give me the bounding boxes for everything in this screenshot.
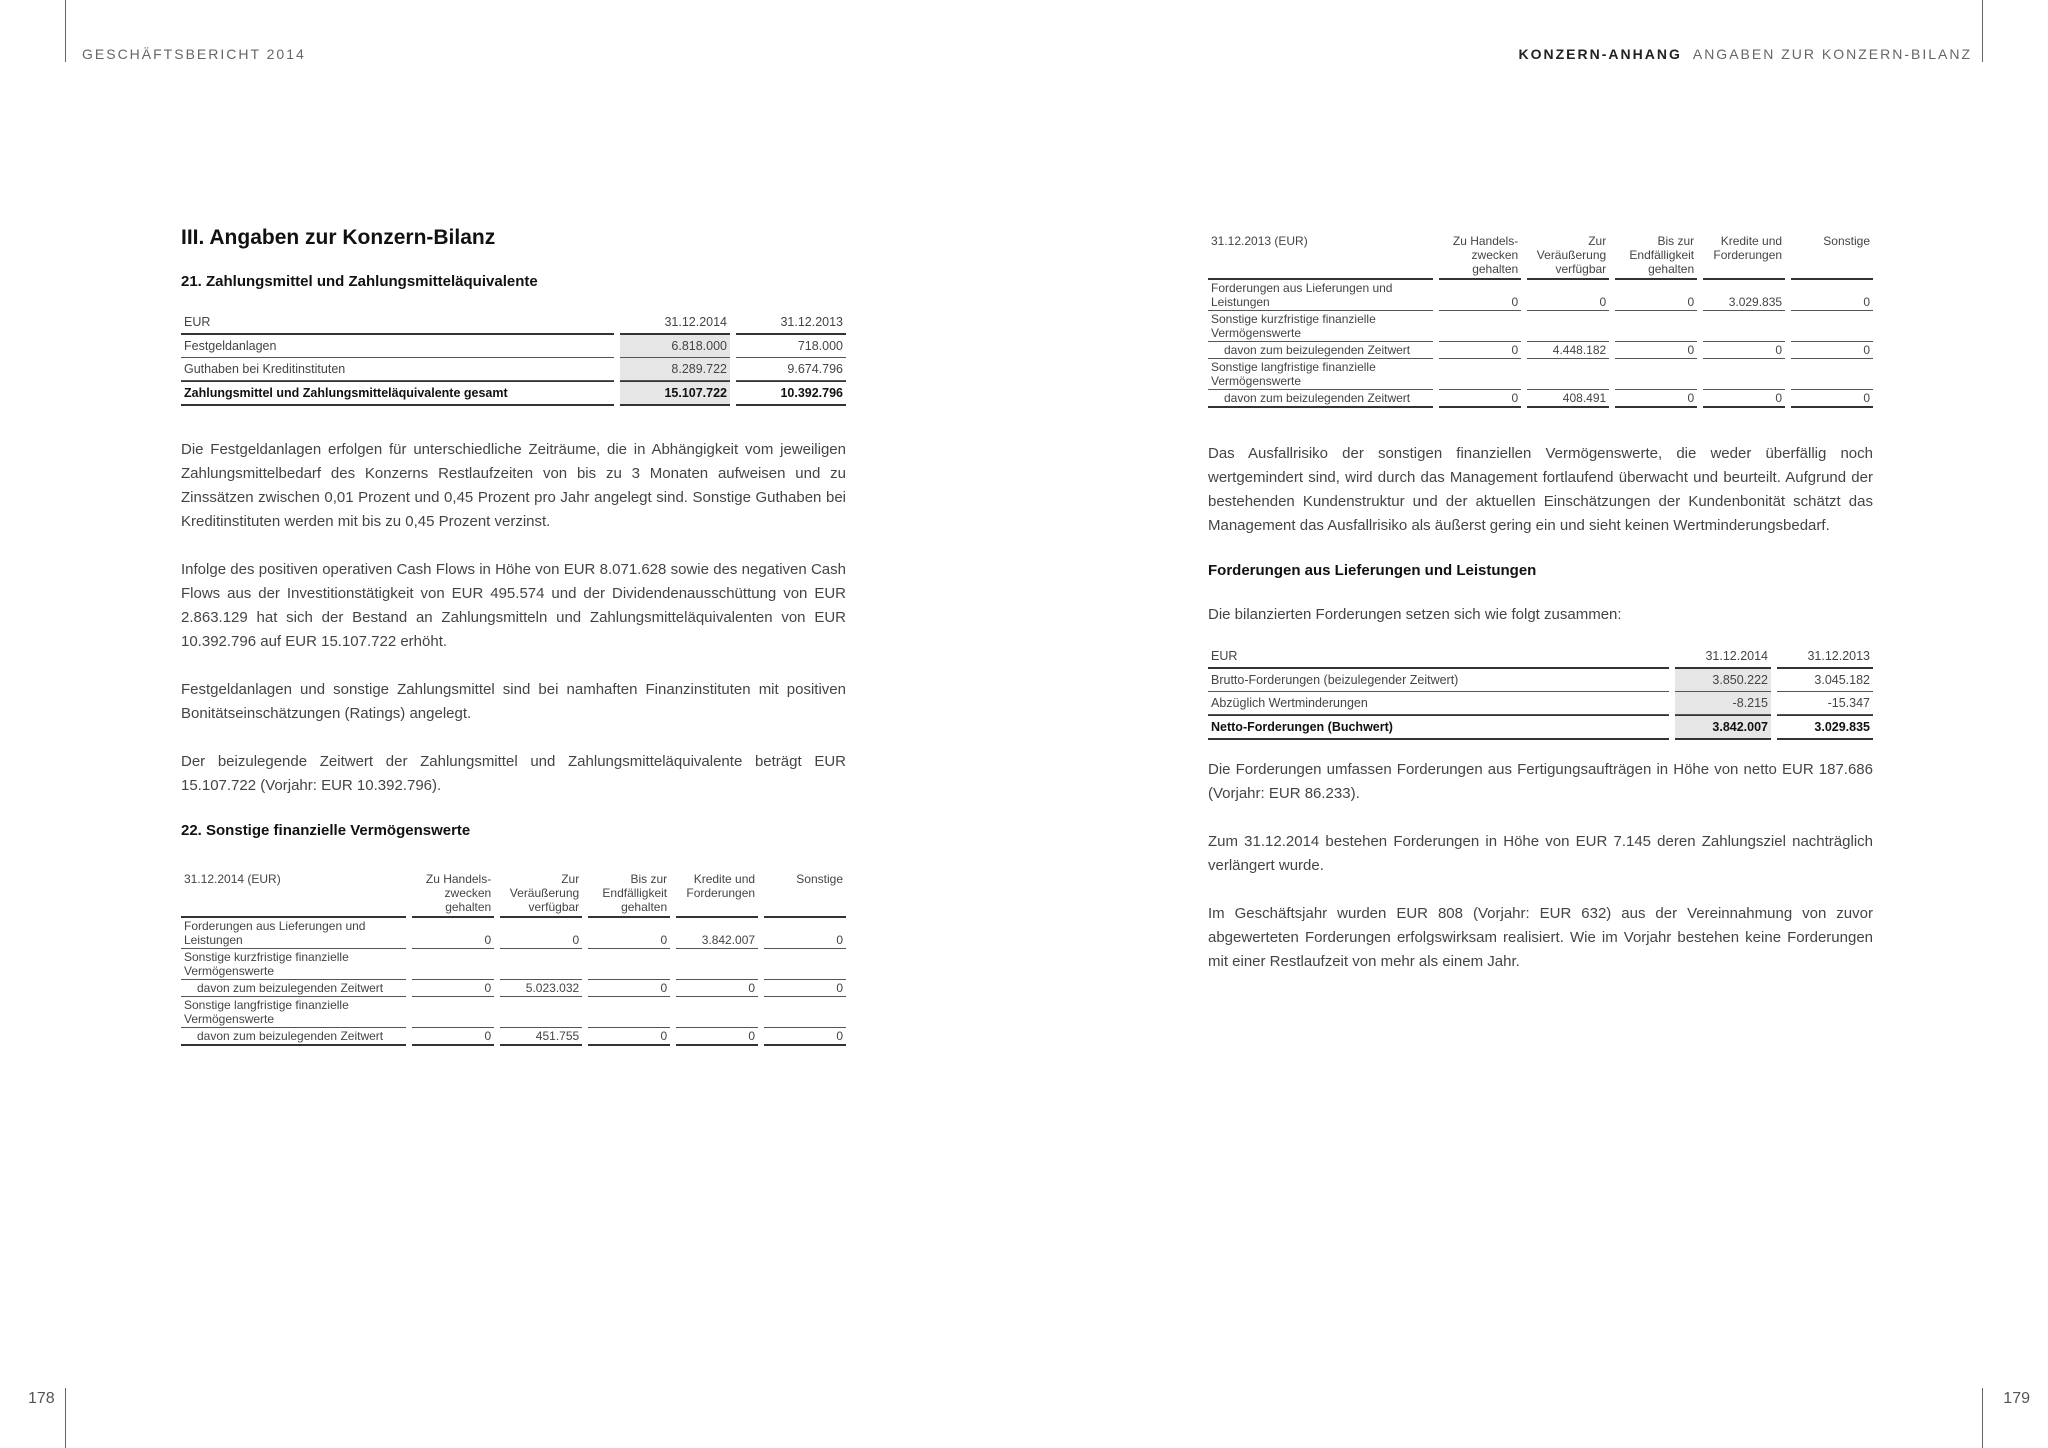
value-cell: 0 xyxy=(588,918,670,949)
paragraph: Im Geschäftsjahr wurden EUR 808 (Vorjahr: EUR 632) aus der Vereinnahmung von zuvor abgewerteten Forderungen erfolgswirksam realisiert. Wie im Vorjahr bestehen keine Forderungen mit einer Restlaufzeit von mehr als einem Jahr. xyxy=(1208,905,1873,970)
value-cell: 0 xyxy=(764,1028,846,1046)
running-header-subsection: ANGABEN ZUR KONZERN-BILANZ xyxy=(1692,46,1972,62)
right-column xyxy=(1208,233,1873,974)
financial-assets-table-2013 xyxy=(1202,233,1879,408)
paragraph: Der beizulegende Zeitwert der Zahlungsmittel und Zahlungsmitteläquivalente beträgt EUR 15.107.722 (Vorjahr: EUR 10.392.796). xyxy=(181,753,846,794)
value-cell: 3.029.835 xyxy=(1777,715,1873,740)
row-label: Forderungen aus Lieferungen und Leistungen xyxy=(1208,280,1433,311)
header-cell: Zu Handels- zwecken gehalten xyxy=(1439,233,1521,280)
value-cell: 3.850.222 xyxy=(1675,669,1771,692)
value-cell: 0 xyxy=(1791,342,1873,359)
value-cell: 9.674.796 xyxy=(736,358,846,381)
value-cell: 4.448.182 xyxy=(1527,342,1609,359)
value-cell: 3.842.007 xyxy=(676,918,758,949)
page-number-right: 179 xyxy=(2003,1390,2030,1407)
frame-line-top-left xyxy=(65,0,66,62)
row-label: Festgeldanlagen xyxy=(181,335,614,358)
row-label: Sonstige kurzfristige finanzielle Vermögenswerte xyxy=(1208,311,1433,342)
header-cell: Sonstige xyxy=(1791,233,1873,280)
header-cell: Kredite und Forderungen xyxy=(1703,233,1785,280)
value-cell: 0 xyxy=(1791,280,1873,311)
row-label: Sonstige langfristige finanzielle Vermögenswerte xyxy=(1208,359,1433,390)
header-cell: Zur Veräußerung verfügbar xyxy=(1527,233,1609,280)
table-total-row xyxy=(181,381,846,406)
table-row xyxy=(1208,390,1873,408)
section-22-title: 22. Sonstige finanzielle Vermögenswerte xyxy=(181,822,471,839)
paragraph: Die Festgeldanlagen erfolgen für unterschiedliche Zeiträume, die in Abhängigkeit vom jeweiligen Zahlungsmittelbedarf des Konzerns Restlaufzeiten von bis zu 3 Monaten aufweisen und zu Zinssätzen zwischen 0,01 Prozent und 0,45 Prozent pro Jahr angelegt sind. Sonstige Guthaben bei Kreditinstituten werden mit bis zu 0,45 Prozent verzinst. xyxy=(181,441,846,530)
paragraph: Die bilanzierten Forderungen setzen sich wie folgt zusammen: xyxy=(1208,606,1622,623)
row-label: Forderungen aus Lieferungen und Leistungen xyxy=(181,918,406,949)
running-header-section: KONZERN-ANHANG xyxy=(1518,46,1682,62)
value-cell: 718.000 xyxy=(736,335,846,358)
table-header-row xyxy=(181,871,846,918)
header-cell: Zu Handels- zwecken gehalten xyxy=(412,871,494,918)
value-cell: 0 xyxy=(1439,342,1521,359)
value-cell: 5.023.032 xyxy=(500,980,582,997)
value-cell: -15.347 xyxy=(1777,692,1873,715)
left-column xyxy=(181,226,846,1046)
financial-assets-table-2014 xyxy=(175,871,852,1046)
value-cell: 0 xyxy=(1527,280,1609,311)
running-header-right xyxy=(1519,46,1972,62)
value-cell: 408.491 xyxy=(1527,390,1609,408)
header-cell: 31.12.2014 xyxy=(620,311,730,335)
frame-line-top-right xyxy=(1982,0,1983,62)
table-row xyxy=(1208,669,1873,692)
value-cell: 0 xyxy=(1615,280,1697,311)
value-cell: 0 xyxy=(412,980,494,997)
value-cell: 8.289.722 xyxy=(620,358,730,381)
paragraph: Festgeldanlagen und sonstige Zahlungsmittel sind bei namhaften Finanzinstituten mit positiven Bonitätseinschätzungen (Ratings) angelegt. xyxy=(181,681,846,722)
paragraph: Infolge des positiven operativen Cash Flows in Höhe von EUR 8.071.628 sowie des negativen Cash Flows aus der Investitionstätigkeit von EUR 495.574 und der Dividendenausschüttung von EUR 2.863.129 hat sich der Bestand an Zahlungsmitteln und Zahlungsmitteläquivalenten von EUR 10.392.796 auf EUR 15.107.722 erhöht. xyxy=(181,561,846,650)
value-cell: 0 xyxy=(412,918,494,949)
value-cell: -8.215 xyxy=(1675,692,1771,715)
running-header-left: GESCHÄFTSBERICHT 2014 xyxy=(82,46,306,62)
row-label: davon zum beizulegenden Zeitwert xyxy=(181,1028,406,1046)
header-cell: Sonstige xyxy=(764,871,846,918)
header-cell: Zur Veräußerung verfügbar xyxy=(500,871,582,918)
table-row xyxy=(181,949,846,980)
receivables-table xyxy=(1202,645,1879,740)
header-cell: 31.12.2013 xyxy=(1777,645,1873,669)
row-label: Sonstige langfristige finanzielle Vermögenswerte xyxy=(181,997,406,1028)
header-cell: Bis zur Endfälligkeit gehalten xyxy=(588,871,670,918)
value-cell: 0 xyxy=(676,980,758,997)
value-cell: 0 xyxy=(1791,390,1873,408)
page-number-left: 178 xyxy=(28,1390,55,1407)
row-label: Sonstige kurzfristige finanzielle Vermögenswerte xyxy=(181,949,406,980)
value-cell: 6.818.000 xyxy=(620,335,730,358)
row-label: davon zum beizulegenden Zeitwert xyxy=(1208,342,1433,359)
value-cell: 0 xyxy=(1439,280,1521,311)
table-header-row xyxy=(181,311,846,335)
paragraph: Das Ausfallrisiko der sonstigen finanziellen Vermögenswerte, die weder überfällig noch wertgemindert sind, wird durch das Management fortlaufend überwacht und beurteilt. Aufgrund der bestehenden Kundenstruktur und der aktuellen Einschätzungen der Kundenbonität schätzt das Management das Ausfallrisiko als äußerst gering ein und sieht keinen Wertminderungsbedarf. xyxy=(1208,445,1873,534)
header-cell: EUR xyxy=(1208,645,1669,669)
value-cell: 0 xyxy=(1703,342,1785,359)
header-cell: 31.12.2014 (EUR) xyxy=(181,871,406,918)
page-title: III. Angaben zur Konzern-Bilanz xyxy=(181,226,496,249)
subsection-title: Forderungen aus Lieferungen und Leistungen xyxy=(1208,562,1537,579)
table-total-row xyxy=(1208,715,1873,740)
table-row xyxy=(1208,359,1873,390)
header-cell: Kredite und Forderungen xyxy=(676,871,758,918)
frame-line-bottom-left xyxy=(65,1388,66,1448)
row-label: Netto-Forderungen (Buchwert) xyxy=(1208,715,1669,740)
value-cell: 3.842.007 xyxy=(1675,715,1771,740)
table-row xyxy=(1208,280,1873,311)
table-header-row xyxy=(1208,233,1873,280)
table-row xyxy=(181,980,846,997)
table-header-row xyxy=(1208,645,1873,669)
value-cell: 0 xyxy=(500,918,582,949)
value-cell: 3.045.182 xyxy=(1777,669,1873,692)
row-label: davon zum beizulegenden Zeitwert xyxy=(181,980,406,997)
value-cell: 0 xyxy=(676,1028,758,1046)
section-21-title: 21. Zahlungsmittel und Zahlungsmitteläquivalente xyxy=(181,273,538,290)
row-label: davon zum beizulegenden Zeitwert xyxy=(1208,390,1433,408)
table-row xyxy=(181,997,846,1028)
header-cell: Bis zur Endfälligkeit gehalten xyxy=(1615,233,1697,280)
value-cell: 3.029.835 xyxy=(1703,280,1785,311)
value-cell: 451.755 xyxy=(500,1028,582,1046)
value-cell: 10.392.796 xyxy=(736,381,846,406)
table-row xyxy=(181,358,846,381)
value-cell: 0 xyxy=(588,1028,670,1046)
header-cell: 31.12.2014 xyxy=(1675,645,1771,669)
header-cell: EUR xyxy=(181,311,614,335)
table-row xyxy=(181,1028,846,1046)
table-row xyxy=(181,335,846,358)
cash-table xyxy=(175,311,852,406)
frame-line-bottom-right xyxy=(1982,1388,1983,1448)
row-label: Zahlungsmittel und Zahlungsmitteläquivalente gesamt xyxy=(181,381,614,406)
row-label: Abzüglich Wertminderungen xyxy=(1208,692,1669,715)
paragraph: Die Forderungen umfassen Forderungen aus Fertigungsaufträgen in Höhe von netto EUR 187.686 (Vorjahr: EUR 86.233). xyxy=(1208,761,1873,802)
row-label: Brutto-Forderungen (beizulegender Zeitwert) xyxy=(1208,669,1669,692)
table-row xyxy=(1208,692,1873,715)
table-row xyxy=(1208,342,1873,359)
value-cell: 0 xyxy=(764,918,846,949)
table-row xyxy=(1208,311,1873,342)
header-cell: 31.12.2013 (EUR) xyxy=(1208,233,1433,280)
value-cell: 0 xyxy=(1439,390,1521,408)
value-cell: 0 xyxy=(412,1028,494,1046)
paragraph: Zum 31.12.2014 bestehen Forderungen in Höhe von EUR 7.145 deren Zahlungsziel nachträglich verlängert wurde. xyxy=(1208,833,1873,874)
value-cell: 0 xyxy=(764,980,846,997)
value-cell: 0 xyxy=(1703,390,1785,408)
header-cell: 31.12.2013 xyxy=(736,311,846,335)
value-cell: 0 xyxy=(1615,390,1697,408)
value-cell: 0 xyxy=(1615,342,1697,359)
table-row xyxy=(181,918,846,949)
row-label: Guthaben bei Kreditinstituten xyxy=(181,358,614,381)
value-cell: 0 xyxy=(588,980,670,997)
value-cell: 15.107.722 xyxy=(620,381,730,406)
